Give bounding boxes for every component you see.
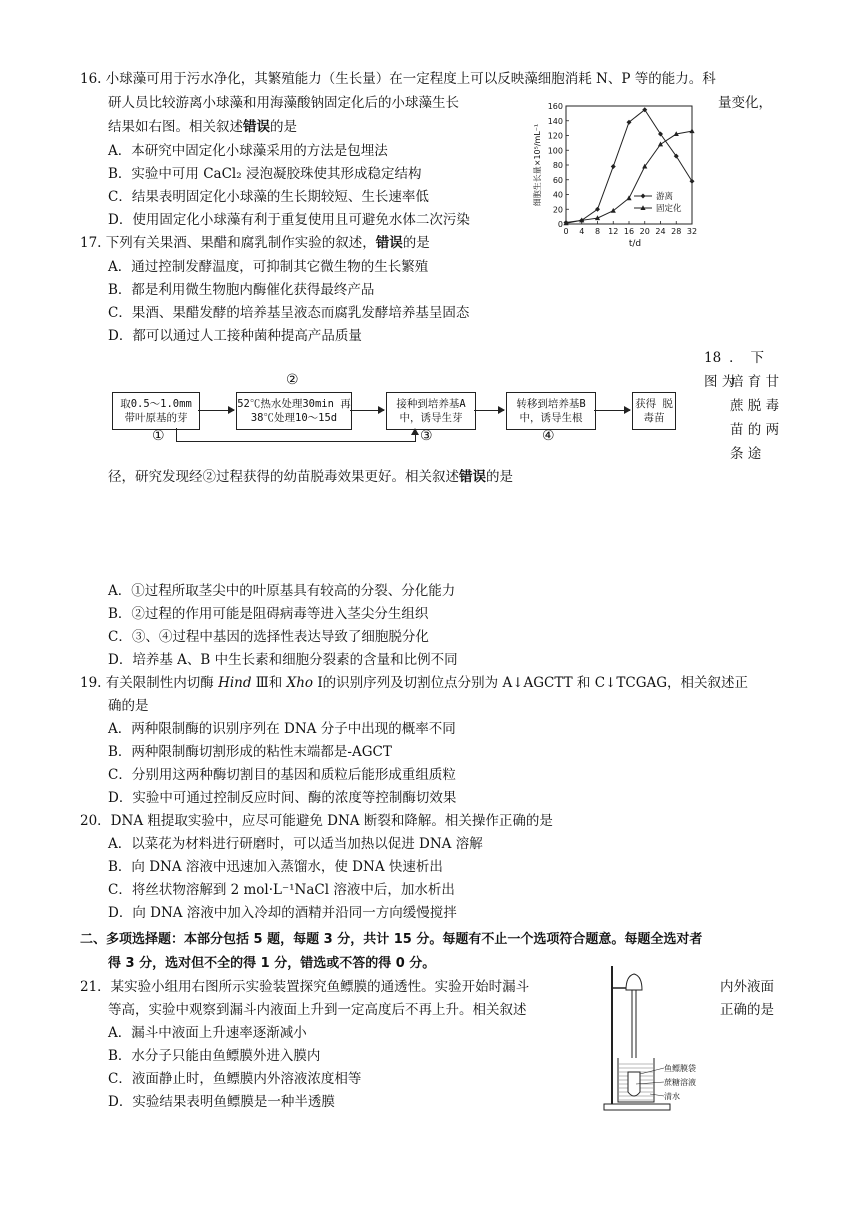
x-tick-label: 16: [623, 227, 635, 236]
q19-option-d: D．实验中可通过控制反应时间、酶的浓度等控制酶切效果: [108, 790, 457, 806]
q18-side-3: 蔗 脱 毒: [730, 398, 780, 414]
flow-box-1: 取0.5～1.0mm 带叶原基的芽: [112, 392, 200, 430]
q19-enzyme-xho: Xho: [286, 675, 314, 691]
q20-option-b: B．向 DNA 溶液中迅速加入蒸馏水，使 DNA 快速析出: [108, 859, 443, 875]
y-tick-label: 140: [547, 116, 563, 126]
q16-line3-post: 的是: [270, 119, 297, 135]
x-tick-label: 4: [579, 227, 585, 236]
q18-cont-post: 的是: [486, 469, 513, 485]
q19-option-b: B．两种限制酶切割形成的粘性末端都是-AGCT: [108, 744, 392, 760]
y-tick-label: 20: [552, 205, 563, 215]
q18-error-word: 错误: [459, 469, 486, 485]
q17-stem-post: 的是: [402, 235, 430, 251]
x-tick-label: 0: [563, 227, 569, 236]
flow-box-2: 52℃热水处理30min 再38℃处理10～15d: [236, 392, 352, 430]
q20-option-d: D．向 DNA 溶液中加入冷却的酒精并沿同一方向缓慢搅拌: [108, 905, 457, 921]
y-tick-label: 40: [552, 190, 563, 200]
q18-option-c: C．③、④过程中基因的选择性表达导致了细胞脱分化: [108, 629, 429, 645]
q18-option-b: B．②过程的作用可能是阻碍病毒等进入茎尖分生组织: [108, 606, 429, 622]
flow-step-2-label: ②: [286, 372, 299, 388]
y-tick-label: 120: [547, 131, 563, 141]
x-tick-label: 12: [608, 227, 619, 236]
q18-cont-pre: 径，研究发现经②过程获得的幼苗脱毒效果更好。相关叙述: [108, 469, 459, 485]
y-tick-label: 160: [547, 102, 563, 111]
label-clear-water: 清水: [664, 1092, 680, 1101]
q16-line3-pre: 结果如右图。相关叙述: [108, 119, 243, 135]
q16-line3: [108, 116, 297, 138]
q17-error-word: 错误: [375, 235, 403, 251]
y-axis-label: 细胞生长量×10⁵/mL⁻¹: [533, 123, 542, 207]
q18-side-4: 苗 的 两: [730, 422, 780, 438]
q21-line1a: 21．某实验小组用右图所示实验装置探究鱼鳔膜的通透性。实验开始时漏斗: [80, 979, 530, 995]
q18-continuation: [108, 466, 513, 488]
legend-label: 游离: [656, 192, 674, 202]
q19-option-a: A．两种限制酶的识别序列在 DNA 分子中出现的概率不同: [108, 721, 456, 737]
q21-option-c: C．液面静止时，鱼鳔膜内外溶液浓度相等: [108, 1071, 362, 1087]
x-tick-label: 8: [594, 227, 601, 236]
q21-line2a: 等高，实验中观察到漏斗内液面上升到一定高度后不再上升。相关叙述: [108, 1002, 527, 1018]
q19-line1: [80, 672, 748, 694]
y-tick-label: 100: [547, 146, 563, 156]
q19-option-c: C．分别用这两种酶切割目的基因和质粒后能形成重组质粒: [108, 767, 456, 783]
q16-option-c: C．结果表明固定化小球藻的生长期较短、生长速率低: [108, 189, 429, 205]
q17-option-b: B．都是利用微生物胞内酶催化获得最终产品: [108, 282, 375, 298]
q19-line2: 确的是: [108, 698, 149, 714]
flow-arrow-2-3: [350, 410, 384, 411]
x-axis-label: t/d: [628, 239, 642, 249]
q21-line2b: 正确的是: [720, 1002, 774, 1018]
q17-stem: [80, 232, 430, 254]
q17-option-a: A．通过控制发酵温度，可抑制其它微生物的生长繁殖: [108, 259, 429, 275]
flow-step-1-label: ①: [152, 428, 165, 444]
q20-stem: 20．DNA 粗提取实验中，应尽可能避免 DNA 断裂和降解。相关操作正确的是: [80, 813, 553, 829]
q18-option-d: D．培养基 A、B 中生长素和细胞分裂素的含量和比例不同: [108, 652, 458, 668]
growth-chart: [524, 96, 704, 256]
q18-option-a: A．①过程所取茎尖中的叶原基具有较高的分裂、分化能力: [108, 583, 456, 599]
q16-line2b: 量变化，: [718, 95, 772, 111]
q19-enzyme-hind: Hind: [218, 675, 252, 691]
flow-bypass-down: [176, 428, 177, 442]
legend-label: 固定化: [656, 204, 682, 214]
flow-bypass-line: [176, 441, 416, 442]
flow-arrow-4-5: [594, 410, 630, 411]
flow-arrow-1-2: [198, 410, 234, 411]
section2-heading-line2: 得 3 分，选对但不全的得 1 分，错选或不答的得 0 分。: [108, 956, 436, 971]
flow-box-5: 获得 脱毒苗: [632, 392, 676, 430]
q20-option-a: A．以菜花为材料进行研磨时，可以适当加热以促进 DNA 溶解: [108, 836, 483, 852]
q19-line1-pre: 19. 有关限制性内切酶: [80, 675, 219, 691]
y-tick-label: 0: [557, 220, 563, 229]
y-tick-label: 80: [552, 161, 563, 170]
x-tick-label: 32: [686, 227, 698, 236]
q21-line1b: 内外液面: [720, 979, 774, 995]
q21-option-a: A．漏斗中液面上升速率逐渐减小: [108, 1025, 307, 1041]
q17-stem-pre: 17. 下列有关果酒、果醋和腐乳制作实验的叙述，: [80, 235, 376, 251]
q17-option-d: D．都可以通过人工接种菌种提高产品质量: [108, 328, 362, 344]
q16-option-a: A．本研究中固定化小球藻采用的方法是包埋法: [108, 143, 388, 159]
q17-option-c: C．果酒、果醋发酵的培养基呈液态而腐乳发酵培养基呈固态: [108, 305, 470, 321]
flow-box-3: 接种到培养基A 中，诱导生芽: [386, 392, 476, 430]
section2-heading-line1: 二、多项选择题：本部分包括 5 题，每题 3 分，共计 15 分。每题有不止一个选项符合题意。每题全选对者: [80, 932, 703, 947]
x-tick-label: 20: [639, 227, 650, 236]
q16-error-word: 错误: [243, 119, 270, 135]
flow-arrow-3-4: [474, 410, 504, 411]
y-tick-label: 60: [552, 175, 563, 185]
x-tick-label: 28: [671, 227, 682, 236]
q19-line1-post: Ⅰ的识别序列及切割位点分别为 A↓AGCTT 和 C↓TCGAG，相关叙述正: [313, 675, 749, 691]
q16-option-d: D．使用固定化小球藻有利于重复使用且可避免水体二次污染: [108, 212, 470, 228]
flow-step-3-label: ③: [420, 428, 433, 444]
label-membrane-bag: 鱼鳔膜袋: [664, 1064, 696, 1073]
q19-enzyme-hind-suffix: Ⅲ和: [251, 675, 287, 691]
osmosis-apparatus-figure: [596, 960, 706, 1116]
q16-line2a: 研人员比较游离小球藻和用海藻酸钠固定化后的小球藻生长: [108, 95, 459, 111]
q21-option-b: B．水分子只能由鱼鳔膜外进入膜内: [108, 1048, 321, 1064]
flow-step-4-label: ④: [542, 428, 555, 444]
flow-box-4: 转移到培养基B 中，诱导生根: [506, 392, 596, 430]
q16-line1: 16. 小球藻可用于污水净化，其繁殖能力（生长量）在一定程度上可以反映藻细胞消耗 N、P 等的能力。科: [80, 71, 716, 87]
q18-side-1: 18．下 图 为: [704, 350, 764, 390]
q20-option-c: C．将丝状物溶解到 2 mol·L⁻¹NaCl 溶液中后，加水析出: [108, 882, 455, 898]
q18-side-2: 培 育 甘: [730, 374, 780, 390]
x-tick-label: 24: [655, 227, 666, 236]
label-sucrose-solution: 蔗糖溶液: [664, 1078, 696, 1087]
flow-bypass-arrowhead: [411, 428, 419, 435]
q18-side-5: 条 途: [730, 446, 762, 462]
stand-base: [604, 1104, 670, 1110]
q21-option-d: D．实验结果表明鱼鳔膜是一种半透膜: [108, 1094, 335, 1110]
funnel-bulb: [626, 974, 642, 990]
q16-option-b: B．实验中可用 CaCl₂ 浸泡凝胶珠使其形成稳定结构: [108, 166, 422, 182]
